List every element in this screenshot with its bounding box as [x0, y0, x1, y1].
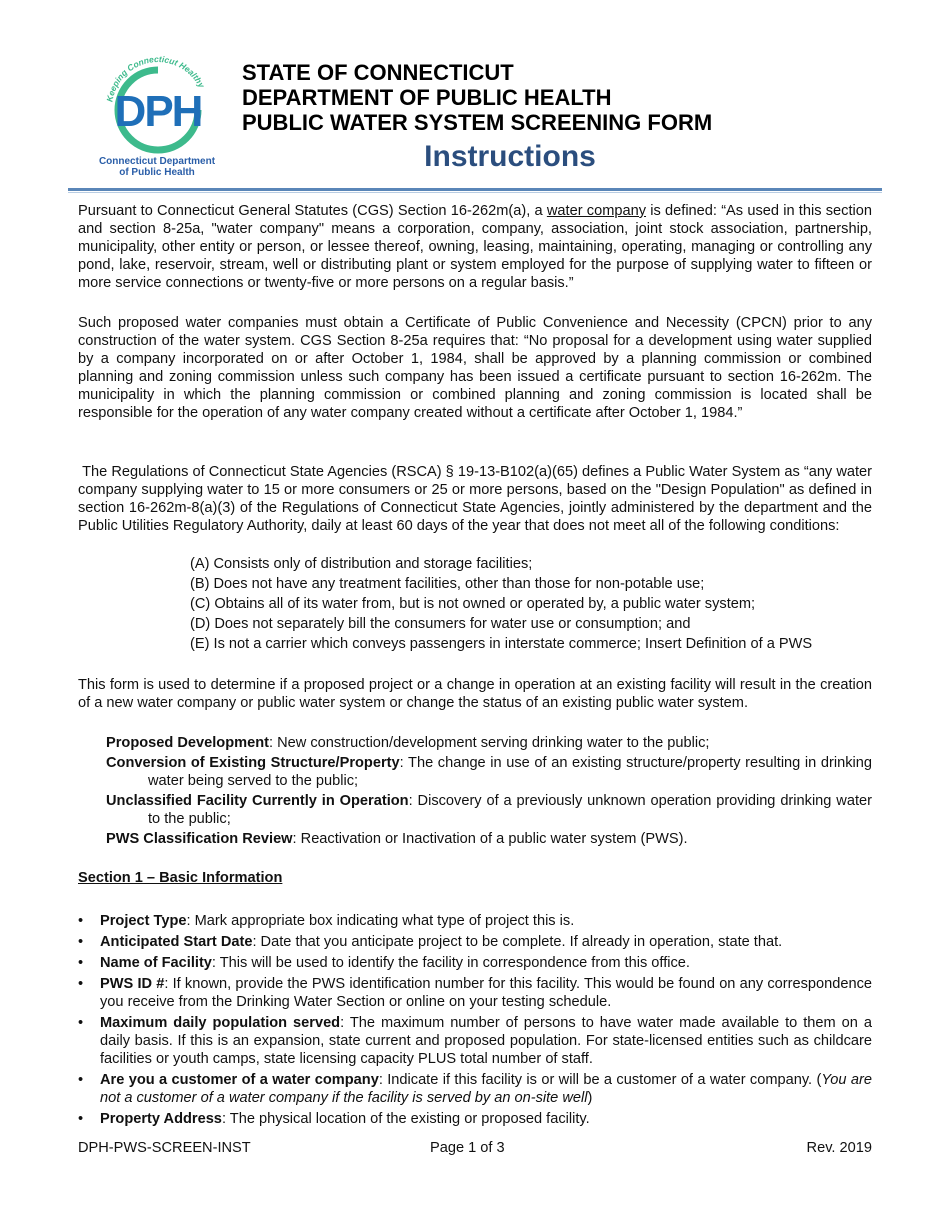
paragraph-form-purpose: This form is used to determine if a proposed project or a change in operation at an existing facility will result in the creation of a new water company or public water system or change the status of an existing public water system.: [78, 677, 872, 711]
item-term: PWS ID #: [100, 976, 165, 992]
item-term: Property Address: [100, 1111, 222, 1127]
bullet-icon: •: [78, 1072, 84, 1088]
item-text: : If known, provide the PWS identification number for this facility. This would be found on any correspondence you receive from the Drinking Water Section or online on your testing schedule.: [100, 976, 873, 1010]
condition-e: (E) Is not a carrier which conveys passengers in interstate commerce; Insert Definition of a PWS: [190, 636, 813, 652]
item-text: : Indicate if this facility is or will be a customer of a water company. (: [378, 1072, 822, 1088]
bullet-icon: •: [78, 913, 84, 929]
condition-c: (C) Obtains all of its water from, but is not owned or operated by, a public water system;: [190, 596, 756, 612]
definition-conversion: [106, 754, 872, 790]
header-line-department: DEPARTMENT OF PUBLIC HEALTH: [242, 85, 612, 110]
definition-term: Conversion of Existing Structure/Property: [106, 755, 400, 771]
paragraph-cpcn: Such proposed water companies must obtain a Certificate of Public Convenience and Necessity (CPCN) prior to any construction of the water system. CGS Section 8-25a requires that: “No proposal for a development using water supplied by a company incorporated on or after October 1, 1984, shall be approved by a planning commission or combined planning and zoning commission unless such company has been issued a certificate pursuant to section 16-262m. The municipality in which the planning commission or combined planning and zoning commission is located shall be responsible for the operation of any water company created without a certificate after October 1, 1984.”: [78, 315, 872, 421]
page-title: Instructions: [424, 140, 596, 173]
item-term: Anticipated Start Date: [100, 934, 253, 950]
definition-text: : New construction/development serving drinking water to the public;: [269, 735, 710, 751]
logo-caption-line1: Connecticut Department: [98, 156, 216, 167]
logo-arc-text: Keeping Connecticut Healthy: [104, 53, 207, 103]
logo-caption: [88, 156, 226, 178]
item-term: Project Type: [100, 913, 187, 929]
definition-term: Proposed Development: [106, 735, 269, 751]
para1-lead: Pursuant to Connecticut General Statutes (CGS) Section 16-262m(a), a: [78, 203, 547, 219]
document-header: [242, 60, 712, 135]
paragraph-water-company-definition: [78, 202, 872, 292]
logo-caption-line2: of Public Health: [119, 167, 195, 178]
item-text: : The physical location of the existing or proposed facility.: [221, 1111, 590, 1127]
definition-term: PWS Classification Review: [106, 831, 293, 847]
definition-text: : The change in use of an existing structure/property resulting in drinking water being served to the public;: [148, 755, 872, 789]
para1-body: is defined: “As used in this section and section 8-25a, "water company" means a corporation, company, association, joint stock association, partnership, municipality, other entity or person, or lessee thereof, owning, leasing, maintaining, operating, managing or controlling any pond, lake, reservoir, stream, well or distributing plant or system employed for the purpose of supplying water to fifteen or more service connections or twenty-five or more persons on a regular basis.”: [78, 203, 872, 291]
condition-b: (B) Does not have any treatment facilities, other than those for non-potable use;: [190, 576, 705, 592]
logo-letters: DPH: [114, 87, 202, 136]
bullet-icon: •: [78, 955, 84, 971]
bullet-icon: •: [78, 1015, 84, 1031]
item-term: Maximum daily population served: [100, 1015, 341, 1031]
footer-page-number: Page 1 of 3: [430, 1140, 505, 1156]
definition-term: Unclassified Facility Currently in Operation: [106, 793, 409, 809]
header-divider-shadow: [68, 192, 882, 193]
condition-a: (A) Consists only of distribution and storage facilities;: [190, 556, 533, 572]
list-item-project-type: [78, 912, 872, 930]
item-text: : The maximum number of persons to have water made available to them on a daily basis. If this is an expansion, state current and proposed population. For state-licensed entities such as childcare facilities or youth camps, state licensing capacity PLUS total number of staff.: [100, 1015, 872, 1067]
bullet-icon: •: [78, 1111, 84, 1127]
definition-proposed-development: [106, 734, 872, 752]
item-italic-note: You are not a customer of a water company if the facility is served by an on-site well: [100, 1072, 872, 1106]
condition-d: (D) Does not separately bill the consumers for water use or consumption; and: [190, 616, 691, 632]
item-term: Name of Facility: [100, 955, 212, 971]
list-item-facility-name: [78, 954, 872, 972]
bullet-icon: •: [78, 976, 84, 992]
header-divider: [68, 188, 882, 191]
item-text: : Mark appropriate box indicating what type of project this is.: [186, 913, 575, 929]
footer-revision: Rev. 2019: [806, 1140, 872, 1156]
item-tail: ): [587, 1090, 593, 1106]
paragraph-pws-definition: The Regulations of Connecticut State Agencies (RSCA) § 19-13-B102(a)(65) defines a Public Water System as “any water company supplying water to 15 or more consumers or 25 or more persons, based on the "Design Population" as defined in section 16-262m-8(a)(3) of the Regulations of Connecticut State Agencies, jointly administered by the department and the Public Utilities Regulatory Authority, daily at least 60 days of the year that does not meet all of the following conditions:: [78, 464, 877, 534]
list-item-water-company-customer: [78, 1071, 872, 1107]
definition-text: : Reactivation or Inactivation of a public water system (PWS).: [292, 831, 688, 847]
list-item-pws-id: [78, 975, 872, 1011]
header-line-state: STATE OF CONNECTICUT: [242, 60, 514, 85]
definition-pws-classification: [106, 830, 872, 848]
definition-unclassified-facility: [106, 792, 872, 828]
list-item-start-date: [78, 933, 872, 951]
para1-term: water company: [546, 203, 647, 219]
bullet-icon: •: [78, 934, 84, 950]
header-line-form: PUBLIC WATER SYSTEM SCREENING FORM: [242, 110, 713, 135]
footer-form-id: DPH-PWS-SCREEN-INST: [78, 1140, 251, 1156]
list-item-max-population: [78, 1014, 872, 1068]
item-text: : Date that you anticipate project to be complete. If already in operation, state that.: [252, 934, 783, 950]
list-item-property-address: [78, 1110, 872, 1128]
item-term: Are you a customer of a water company: [100, 1072, 379, 1088]
item-text: : This will be used to identify the facility in correspondence from this office.: [211, 955, 690, 971]
definition-text: : Discovery of a previously unknown operation providing drinking water to the public;: [148, 793, 872, 827]
section-1-heading: Section 1 – Basic Information: [78, 870, 283, 886]
